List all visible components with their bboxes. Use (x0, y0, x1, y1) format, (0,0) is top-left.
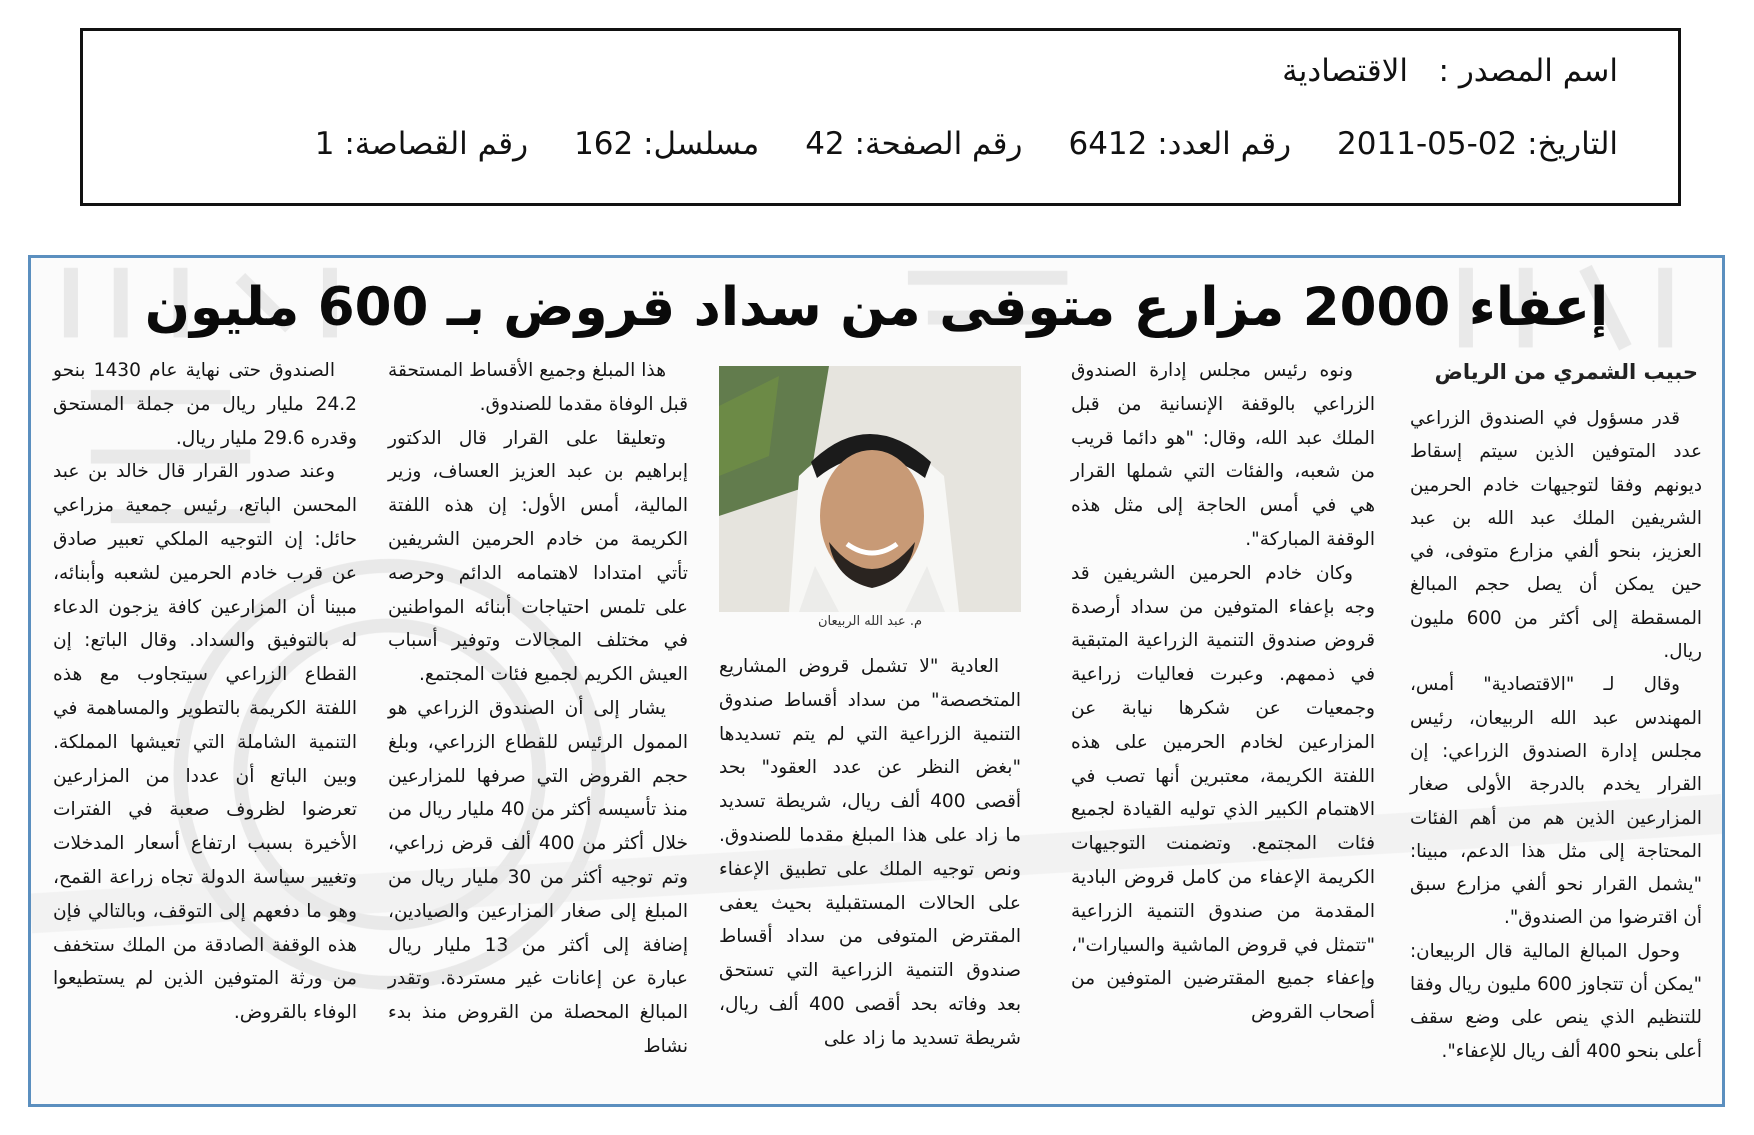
paragraph: وعند صدور القرار قال خالد بن عبد المحسن الباتع، رئيس جمعية مزراعي حائل: إن التوجيه الملكي تعبير صادق عن قرب خادم الحرمين لشعبه وأبنائه، مبينا أن المزارعين كافة يزجون الدعاء له بالتوفيق والسداد. وقال الباتع: إن القطاع الزراعي سيتجاوب مع هذه اللفتة الكريمة بالتطوير والمساهمة في التنمية الشاملة التي تعيشها المملكة. وبين الباتع أن عددا من المزارعين تعرضوا لظروف صعبة في الفترات الأخيرة بسبب ارتفاع أسعار المدخلات وتغيير سياسة الدولة تجاه زراعة القمح، وهو ما دفعهم إلى التوقف، وبالتالي فإن هذه الوقفة الصادقة من الملك ستخفف من ورثة المتوفين الذين لم يستطيعوا الوفاء بالقروض. (53, 461, 357, 1024)
newspaper-clipping (28, 255, 1725, 1107)
page-number-field: رقم الصفحة: 42 (805, 126, 1023, 162)
portrait-photo (719, 366, 1021, 612)
serial-field: مسلسل: 162 (574, 126, 760, 162)
byline: حبيب الشمري من الرياض (1434, 360, 1698, 384)
issue-number-field: رقم العدد: 6412 (1068, 126, 1292, 162)
portrait-image (719, 366, 1021, 612)
article-column-5 (53, 354, 357, 1030)
source-name: الاقتصادية (1282, 53, 1408, 89)
paragraph: وتعليقا على القرار قال الدكتور إبراهيم بن عبد العزيز العساف، وزير المالية، أمس الأول: إن هذه اللفتة الكريمة من خادم الحرمين الشريفين تأتي امتدادا لاهتمامه الدائم وحرصه على تلمس احتياجات أبنائه المواطنين في مختلف المجالات وتوفير أسباب العيش الكريم لجميع فئات المجتمع. (388, 427, 688, 686)
issue-details-row (315, 126, 1618, 162)
source-row (1282, 53, 1618, 89)
paragraph: العادية "لا تشمل قروض المشاريع المتخصصة" من سداد أقساط صندوق التنمية الزراعية التي لم يتم تسديدها "بغض النظر عن عدد العقود" بحد أقصى 400 ألف ريال، شريطة تسديد ما زاد على هذا المبلغ مقدما للصندوق. ونص توجيه الملك على تطبيق الإعفاء على الحالات المستقبلية بحيث يعفى المقترض المتوفى من سداد أقساط صندوق التنمية الزراعية التي تستحق بعد وفاته بحد أقصى 400 ألف ريال، شريطة تسديد ما زاد على (719, 656, 1021, 1049)
paragraph: وحول المبالغ المالية قال الربيعان: "يمكن أن تتجاوز 600 مليون ريال وفقا للتنظيم الذي ينص على وضع سقف أعلى بنحو 400 ألف ريال للإعفاء". (1410, 940, 1702, 1062)
article-column-4 (388, 354, 688, 1064)
paragraph: قدر مسؤول في الصندوق الزراعي عدد المتوفين الذين سيتم إسقاط ديونهم وفقا لتوجيهات خادم الحرمين الشريفين الملك عبد الله بن عبد العزيز، بنحو ألفي مزارع متوفى، في حين يمكن أن يصل حجم المبالغ المسقطة إلى أكثر من 600 مليون ريال. (1410, 408, 1703, 663)
article-column-1 (1410, 402, 1702, 1068)
photo-caption: م. عبد الله الربيعان (818, 614, 922, 629)
paragraph: ونوه رئيس مجلس إدارة الصندوق الزراعي بالوقفة الإنسانية من قبل الملك عبد الله، وقال: "هو دائما قريب من شعبه، والفئات التي شملها القرار هي في أمس الحاجة إلى مثل هذه الوقفة المباركة". (1071, 360, 1375, 550)
date-field: التاريخ: 02-05-2011 (1337, 126, 1618, 162)
source-label: اسم المصدر : (1438, 53, 1618, 89)
clip-number-field: رقم القصاصة: 1 (314, 126, 529, 162)
article-column-2 (1071, 354, 1375, 1030)
paragraph: وكان خادم الحرمين الشريفين قد وجه بإعفاء المتوفين من سداد أرصدة قروض صندوق التنمية الزراعية المتبقية في ذممهم. وعبرت فعاليات زراعية وجمعيات عن شكرها نيابة عن المزارعين لخادم الحرمين على هذه اللفتة الكريمة، معتبرين أنها تصب في الاهتمام الكبير الذي توليه القيادة لجميع فئات المجتمع. وتضمنت التوجيهات الكريمة الإعفاء من كامل قروض البادية المقدمة من صندوق التنمية الزراعية "تتمثل في قروض الماشية والسيارات"، وإعفاء جميع المقترضين المتوفين من أصحاب القروض (1071, 562, 1375, 1024)
paragraph: وقال لـ "الاقتصادية" أمس، المهندس عبد الله الربيعان، رئيس مجلس إدارة الصندوق الزراعي: إن القرار يخدم بالدرجة الأولى صغار المزارعين الذين هم من أهم الفئات المحتاجة إلى مثل هذا الدعم، مبينا: "يشمل القرار نحو ألفي مزارع سبق أن اقترضوا من الصندوق". (1410, 674, 1702, 929)
paragraph: الصندوق حتى نهاية عام 1430 بنحو 24.2 مليار ريال من جملة المستحق وقدره 29.6 مليار ريال. (53, 360, 357, 449)
paragraph: هذا المبلغ وجميع الأقساط المستحقة قبل الوفاة مقدما للصندوق. (388, 360, 688, 415)
headline: إعفاء 2000 مزارع متوفى من سداد قروض بـ 600 مليون (144, 277, 1609, 338)
paragraph: يشار إلى أن الصندوق الزراعي هو الممول الرئيس للقطاع الزراعي، وبلغ حجم القروض التي صرفها للمزارعين منذ تأسيسه أكثر من 40 مليار ريال من خلال أكثر من 400 ألف قرض زراعي، وتم توجيه أكثر من 30 مليار ريال من المبلغ إلى صغار المزارعين والصيادين، إضافة إلى أكثر من 13 مليار ريال عبارة عن إعانات غير مستردة. وتقدر المبالغ المحصلة من القروض منذ بدء نشاط (388, 697, 689, 1057)
source-info-box (80, 28, 1681, 206)
article-column-3 (719, 650, 1021, 1056)
